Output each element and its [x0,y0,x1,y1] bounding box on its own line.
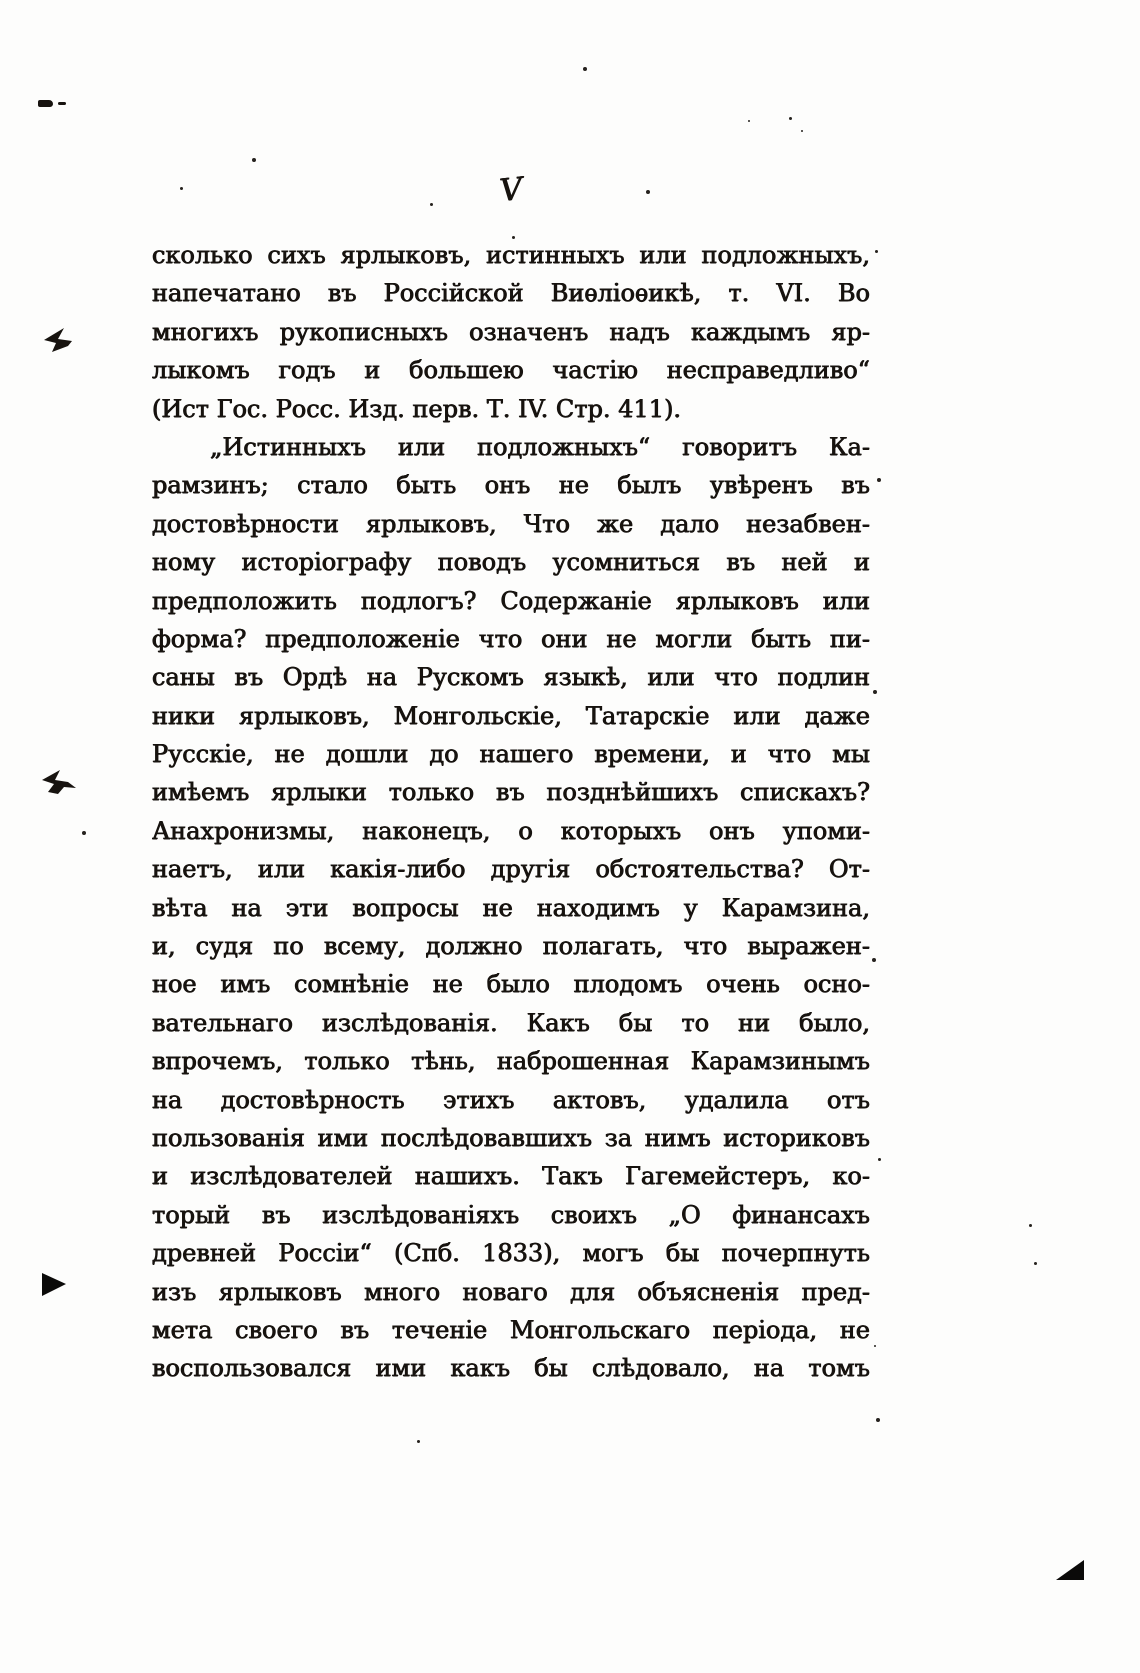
text-line: на достовѣрность этихъ актовъ, удалила отъ [152,1085,870,1114]
text-line: воспользовался ими какъ бы слѣдовало, на томъ [152,1354,870,1383]
ink-speck [1029,1224,1032,1227]
text-line: изъ ярлыковъ много новаго для объясненія пред- [152,1277,870,1306]
ink-speck [417,1440,420,1443]
text-line: достовѣрности ярлыковъ, Что же дало незабвен- [152,509,870,538]
text-line: (Ист Гос. Росс. Изд. перв. Т. IV. Стр. 411). [152,394,682,423]
text-line: древней Россіи“ (Спб. 1833), могъ бы почерпнуть [152,1239,870,1268]
ink-speck [801,130,803,132]
text-line: форма? предположеніе что они не могли быть пи- [152,624,870,653]
ink-arrow-icon [42,770,80,804]
page-number: V [498,170,525,210]
ink-speck [748,120,750,122]
text-line: наетъ, или какія-либо другія обстоятельства? От- [152,855,870,884]
text-line: впрочемъ, только тѣнь, наброшенная Карамзинымъ [152,1047,870,1076]
ink-speck [1034,1262,1037,1265]
ink-speck [874,1345,876,1347]
text-line: ное имъ сомнѣніе не было плодомъ очень осно- [152,970,870,999]
ink-speck [877,478,881,482]
text-line: вѣта на эти вопросы не находимъ у Карамзина, [152,893,870,922]
ink-speck [583,67,587,71]
ink-speck [82,831,86,835]
ink-speck [430,203,433,206]
ink-arrow-icon [42,328,78,360]
ink-speck [875,250,878,253]
text-line: торый въ изслѣдованіяхъ своихъ „О финансахъ [152,1200,870,1229]
ink-speck [252,158,256,162]
text-line: напечатано въ Россійской Виѳліоѳикѣ, т. VI. Во [152,279,870,308]
text-block [152,236,870,1388]
text-line: саны въ Ордѣ на Рускомъ языкѣ, или что подлин [152,663,870,692]
text-line: предположить подлогъ? Содержаніе ярлыковъ или [152,586,870,615]
text-line: лыкомъ годъ и большею частію несправедливо“ [152,356,870,385]
ink-speck [789,117,792,120]
text-line: ному исторіографу поводъ усомниться въ ней и [152,548,870,577]
ink-speck [872,958,876,962]
text-line: ники ярлыковъ, Монгольскіе, Татарскіе или даже [152,701,870,730]
text-line: имѣемъ ярлыки только въ позднѣйшихъ спискахъ? [152,778,870,807]
ink-speck [646,190,650,194]
ink-triangle-icon [42,1272,68,1302]
ink-speck [873,690,877,694]
corner-fold-icon [1056,1560,1084,1580]
ink-speck [180,187,183,190]
text-line: и изслѣдователей нашихъ. Такъ Гагемейстеръ, ко- [152,1162,870,1191]
text-line: мета своего въ теченіе Монгольскаго періода, не [152,1315,870,1344]
ink-speck [512,236,515,239]
text-line: Русскіе, не дошли до нашего времени, и что мы [152,740,870,769]
ink-speck [878,1158,881,1161]
text-line: пользованія ими послѣдовавшихъ за нимъ историковъ [152,1123,870,1152]
text-line: рамзинъ; стало быть онъ не былъ увѣренъ въ [152,471,870,500]
text-line: сколько сихъ ярлыковъ, истинныхъ или подложныхъ, [152,241,870,269]
text-line: вательнаго изслѣдованія. Какъ бы то ни было, [152,1008,870,1037]
ink-speck [876,1418,880,1422]
text-line: и, судя по всему, должно полагать, что выражен- [152,932,870,961]
text-line: „Истинныхъ или подложныхъ“ говоритъ Ка- [210,432,870,461]
text-line: Анахронизмы, наконецъ, о которыхъ онъ упоми- [152,816,870,845]
text-line: многихъ рукописныхъ означенъ надъ каждымъ яр- [152,317,870,346]
